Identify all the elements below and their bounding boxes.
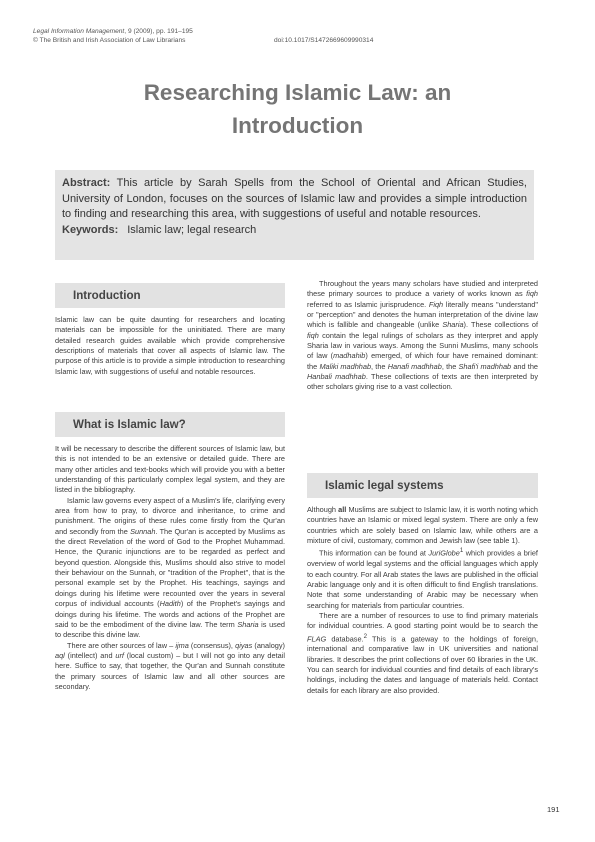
footnote-ref-1: 1 — [459, 547, 464, 555]
citation: , 9 (2009), pp. 191–195 — [124, 28, 193, 35]
text-run: and the — [511, 361, 538, 371]
term-qiyas: qiyas — [235, 640, 253, 650]
text-run: (consensus), — [188, 640, 236, 650]
term-ijma: ijma — [175, 640, 189, 650]
text-run: . The Qur'an is accepted by Muslims as the direct Revelation of the word of God to the Prophet Muhammad. Hence, the Quranic injunctions are to be regarded as perfect and beyond question. Alongside this, Muslims should also strive to model their behaviour on the Sunnah, or "tradition of the Prophet", that is the personal example set by the Prophet. His teachings, sayings and doings during his lifetime were recounted over the years in several corpus of individual accounts ( — [55, 526, 285, 609]
article-title — [60, 76, 535, 142]
term-hanafi-madhhab: Hanafi madhhab — [387, 361, 442, 371]
term-urf: urf — [115, 650, 124, 660]
term-sharia: Sharia — [237, 619, 259, 629]
footnote-ref-2: 2 — [363, 632, 367, 640]
text-run: literally means "understand" or "perception" and denotes the human interpretation of the divine law which is fallible and changeable (unlike — [307, 299, 538, 330]
title-line-1: Researching Islamic Law: an — [143, 80, 452, 105]
abstract-label: Abstract: — [62, 177, 111, 189]
keywords-text: Islamic law; legal research — [127, 223, 257, 236]
abstract-text: This article by Sarah Spells from the School of Oriental and African Studies, University of London, focuses on the sources of Islamic law and provides a simple introduction to finding and researching this area, with suggestions of useful and notable resources. — [62, 177, 527, 221]
term-hadith: Hadith — [159, 599, 181, 609]
section-heading-islamic-legal-systems: Islamic legal systems — [307, 473, 538, 498]
what-p1: It will be necessary to describe the different sources of Islamic law, but this is not intended to be an extensive or detailed guide. There are many other articles and text-books which will provide you with a better understanding of this particularly complex legal system, and they are listed in the bibliography. — [55, 444, 285, 495]
keywords-label: Keywords: — [62, 223, 119, 236]
title-line-2: Introduction — [231, 113, 364, 138]
text-run: Throughout the years many scholars have studied and interpreted these primary sources to produce a variety of works known as — [307, 279, 538, 299]
text-run: (local custom) – but I will not go into any detail here. Suffice to say, that together, the Qur'an and Sunnah constitute the primary sources of Islamic law and all other sources are secondary. — [55, 650, 285, 691]
term-fiqh: fiqh — [307, 330, 319, 340]
term-fiqh: Fiqh — [428, 299, 444, 309]
text-run: , the — [441, 361, 459, 371]
text-run: There are a number of resources to use to find primary materials for individual countries. A good starting point would be to search the — [307, 610, 538, 631]
text-run: ) of the Prophet's sayings and doings during his lifetime. The words and actions of the Prophet are said to be the embodiment of the divine law. The term — [55, 599, 285, 629]
text-run: This information can be found at — [319, 548, 429, 558]
term-fiqh: fiqh — [526, 289, 538, 299]
text-run: ) emerged, of which four have remained dominant: the — [307, 351, 538, 371]
intro-paragraph — [55, 315, 285, 377]
text-run: ). These collections of — [463, 320, 538, 330]
emphasis-all: all — [338, 505, 347, 514]
keywords-line — [62, 223, 527, 239]
text-run: Muslims are subject to Islamic law, it is worth noting which countries have an Islamic or mixed legal system. There are only a few countries which are solely based on Islamic law, while others are a mixture of civil, customary, common and Jewish law (see table 1). — [307, 505, 538, 546]
text-run: . These collections of texts are then interpreted by other scholars giving rise to a vast collection. — [307, 372, 538, 392]
what-p3 — [55, 641, 285, 693]
journal-name: Legal Information Management — [33, 28, 125, 35]
text-run: Although — [307, 505, 339, 514]
text-run: database. — [326, 634, 364, 643]
term-aql: aql — [55, 650, 65, 660]
text-run: contain the legal rulings of scholars as they interpret and apply Sharia law in various ways. Among the Sunni Muslims, many schools of law ( — [307, 330, 538, 361]
term-hanbali-madhhab: Hanbali madhhab — [307, 372, 366, 382]
systems-p2 — [307, 546, 538, 611]
text-run: There are other sources of law – — [67, 640, 176, 650]
systems-p3 — [307, 611, 538, 696]
term-flag: FLAG — [307, 634, 327, 643]
text-run: Islamic law governs every aspect of a Muslim's life, clarifying every area from how to pray, to divorce and inheritance, to crime and punishment. The origins of these rules come firstly from the Qur'an and secondly from the — [55, 495, 285, 536]
term-madhahib: madhahib — [333, 351, 366, 361]
term-sunnah: Sunnah — [130, 526, 156, 536]
text-run: This is a gateway to the holdings of foreign, international and comparative law in UK universities and national libraries. It describes the print collections of over 60 libraries in the UK. You can search for individual counties and find details of each library's holdings, including the dates and language of materials held. Contact details for each library are also provided. — [307, 634, 538, 695]
what-is-body — [55, 444, 285, 692]
section-heading-what-is-islamic-law: What is Islamic law? — [55, 412, 285, 437]
page-number: 191 — [547, 805, 560, 814]
intro-p1: Islamic law can be quite daunting for researchers and locating materials can be impossible for the uninitiated. There are many detailed research guides available which provide comprehensive descriptions of materials that cover all aspects of Islamic law. The purpose of this article is to provide a simple introduction to researching Islamic law, with suggestions of useful and notable resources. — [55, 315, 285, 376]
term-shafii-madhhab: Shafi'i madhhab — [458, 361, 512, 371]
abstract-box — [55, 170, 534, 260]
right-column-intro — [307, 279, 538, 393]
text-run: (intellect) and — [64, 650, 116, 660]
right-p1 — [307, 279, 538, 393]
doi: doi:10.1017/S1472669609990314 — [274, 37, 374, 44]
text-run: (analogy) — [252, 640, 286, 650]
what-p2 — [55, 496, 285, 641]
copyright: © The British and Irish Association of Law Librarians — [33, 37, 186, 44]
systems-body — [307, 505, 538, 696]
text-run: , the — [371, 361, 388, 371]
systems-p1 — [307, 505, 538, 546]
section-heading-introduction: Introduction — [55, 283, 285, 308]
term-juriglobe: JuriGlobe — [428, 548, 460, 558]
text-run: referred to as Islamic jurisprudence. — [307, 299, 429, 309]
text-run: is used to describe this divine law. — [55, 619, 285, 640]
term-maliki-madhhab: Maliki madhhab — [319, 361, 372, 371]
term-sharia: Sharia — [442, 320, 464, 330]
running-header — [33, 27, 573, 45]
abstract-body — [62, 176, 527, 223]
text-run: which provides a brief overview of world legal systems and the official languages which apply to each country. For all Arab states the laws are published in the official Arabic language only and it is often difficult to find English translations. Note that some understanding of Arabic may be necessary when searching for materials from particular countries. — [307, 548, 538, 610]
